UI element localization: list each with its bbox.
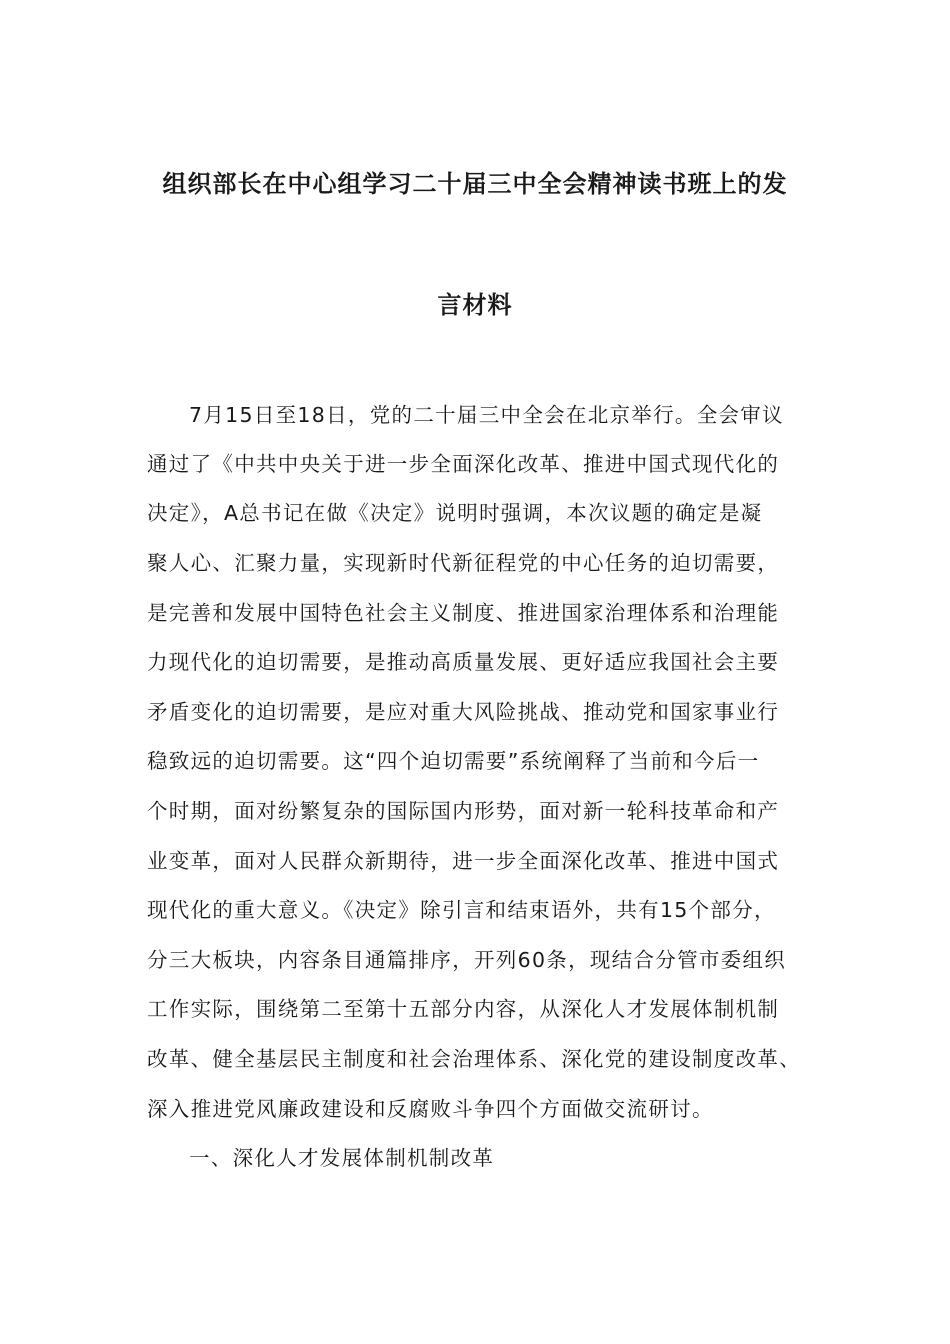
- paragraph-line: 7月15日至18日，党的二十届三中全会在北京举行。全会审议: [189, 403, 784, 427]
- paragraph-line: 通过了《中共中央关于进一步全面深化改革、推进中国式现代化的: [147, 452, 780, 476]
- paragraph-line: 是完善和发展中国特色社会主义制度、推进国家治理体系和治理能: [147, 601, 780, 625]
- document-title-line-1: 组织部长在中心组学习二十届三中全会精神读书班上的发: [162, 170, 788, 198]
- paragraph-line: 聚人心、汇聚力量，实现新时代新征程党的中心任务的迫切需要，: [147, 551, 780, 575]
- paragraph-line: 决定》，A总书记在做《决定》说明时强调，本次议题的确定是凝: [147, 501, 763, 525]
- paragraph-line: 稳致远的迫切需要。这“四个迫切需要”系统阐释了当前和今后一: [147, 749, 760, 773]
- paragraph-line: 矛盾变化的迫切需要，是应对重大风险挑战、推动党和国家事业行: [147, 700, 780, 724]
- paragraph-line: 业变革，面对人民群众新期待，进一步全面深化改革、推进中国式: [147, 849, 780, 873]
- document-title-line-2: 言材料: [437, 291, 513, 319]
- paragraph-line: 改革、健全基层民主制度和社会治理体系、深化党的建设制度改革、: [147, 1047, 801, 1071]
- section-heading: 一、深化人才发展体制机制改革: [189, 1146, 495, 1170]
- paragraph-line: 现代化的重大意义。《决定》除引言和结束语外，共有15个部分，: [147, 898, 776, 922]
- paragraph-line: 个时期，面对纷繁复杂的国际国内形势，面对新一轮科技革命和产: [147, 799, 780, 823]
- paragraph-line: 工作实际，围绕第二至第十五部分内容，从深化人才发展体制机制: [147, 997, 780, 1021]
- paragraph-line: 深入推进党风廉政建设和反腐败斗争四个方面做交流研讨。: [147, 1097, 714, 1121]
- paragraph-line: 分三大板块，内容条目通篇排序，开列60条，现结合分管市委组织: [147, 948, 787, 972]
- paragraph-line: 力现代化的迫切需要，是推动高质量发展、更好适应我国社会主要: [147, 650, 780, 674]
